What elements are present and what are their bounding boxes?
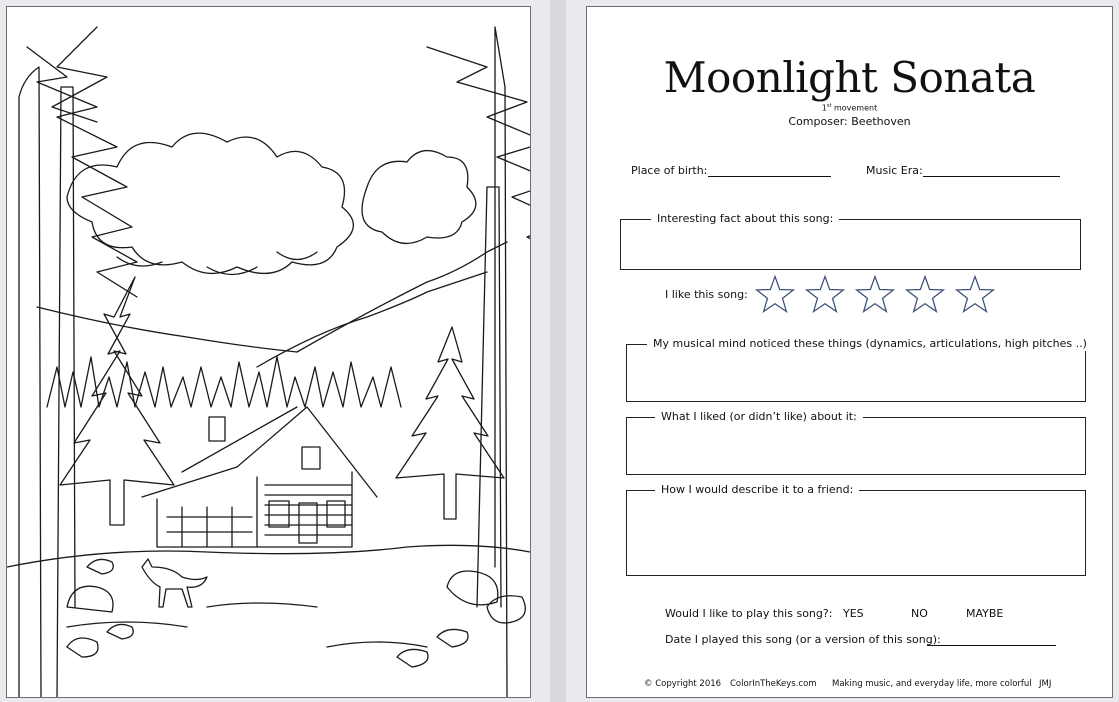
describe-label: How I would describe it to a friend: xyxy=(655,483,859,497)
interesting-fact-box[interactable] xyxy=(620,212,1081,270)
composer-line: Composer: Beethoven xyxy=(788,115,911,128)
footer-site: ColorInTheKeys.com xyxy=(730,679,817,689)
music-era-field[interactable] xyxy=(923,176,1060,177)
date-played-field[interactable] xyxy=(927,645,1056,646)
movement-subtitle xyxy=(587,103,1112,113)
footer-copyright: © Copyright 2016 xyxy=(644,679,722,689)
coloring-page-illustration xyxy=(6,6,531,698)
star-icon[interactable] xyxy=(753,273,797,317)
music-era-label: Music Era: xyxy=(866,164,923,177)
interesting-fact-label: Interesting fact about this song: xyxy=(651,212,839,226)
rating-stars[interactable] xyxy=(753,273,997,317)
song-worksheet-page xyxy=(586,6,1113,698)
star-icon[interactable] xyxy=(953,273,997,317)
forest-cabin-illustration xyxy=(7,7,530,697)
movement-text: movement xyxy=(831,103,878,113)
movement-ordinal-suffix: st xyxy=(826,103,832,109)
noticed-things-box[interactable] xyxy=(626,337,1087,402)
date-played-label: Date I played this song (or a version of this song): xyxy=(665,633,941,646)
liked-label: What I liked (or didn’t like) about it: xyxy=(655,410,863,424)
place-of-birth-field[interactable] xyxy=(708,176,831,177)
song-title: Moonlight Sonata xyxy=(663,53,1036,102)
footer-tagline: Making music, and everyday life, more colorful xyxy=(832,679,1032,689)
star-icon[interactable] xyxy=(853,273,897,317)
star-icon[interactable] xyxy=(803,273,847,317)
describe-box[interactable] xyxy=(626,483,1086,576)
star-icon[interactable] xyxy=(903,273,947,317)
play-question-label: Would I like to play this song?: xyxy=(665,607,833,620)
liked-box[interactable] xyxy=(626,410,1086,475)
footer-initials: JMJ xyxy=(1039,679,1052,689)
option-maybe[interactable]: MAYBE xyxy=(966,607,1004,620)
page-gutter xyxy=(550,0,566,702)
noticed-things-label: My musical mind noticed these things (dynamics, articulations, high pitches ..) xyxy=(647,337,1093,351)
rating-label: I like this song: xyxy=(665,288,748,301)
place-of-birth-label: Place of birth: xyxy=(631,164,708,177)
movement-number: 1 xyxy=(821,103,827,113)
option-no[interactable]: NO xyxy=(911,607,928,620)
option-yes[interactable]: YES xyxy=(843,607,864,620)
